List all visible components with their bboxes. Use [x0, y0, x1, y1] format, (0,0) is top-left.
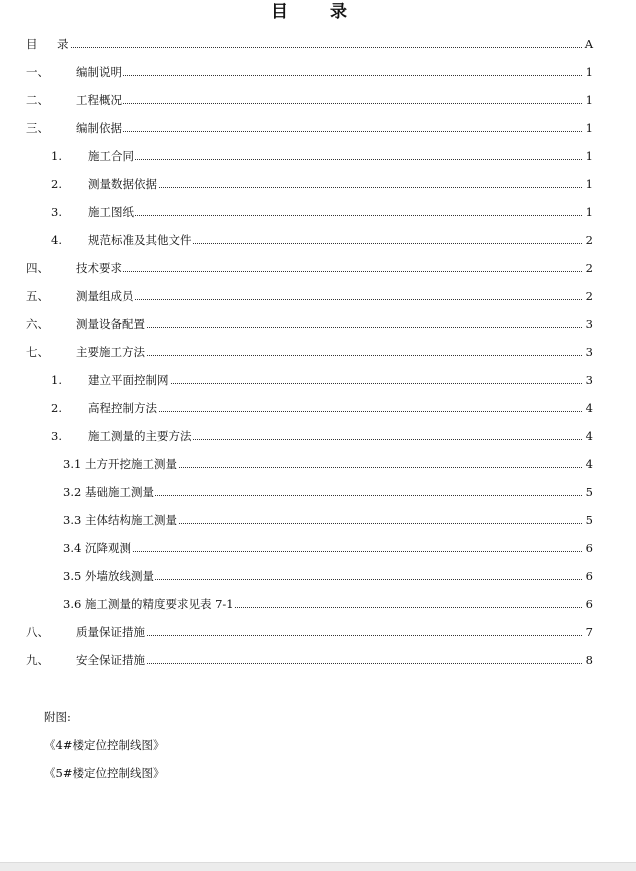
toc-entry-number: 五、: [26, 289, 49, 303]
toc-page-number: 3: [583, 342, 593, 362]
toc-page-number: 7: [583, 622, 593, 642]
toc-entry-title: 测量数据依据: [88, 174, 158, 194]
toc-page-number: 8: [583, 650, 593, 670]
toc-entry[interactable]: [0, 146, 636, 166]
toc-dot-leader: [92, 215, 588, 216]
toc-dot-leader: [80, 75, 588, 76]
toc-entry-number: 1.: [51, 149, 62, 163]
toc-entry-title: 3.3 主体结构施工测量: [63, 510, 178, 530]
toc-page-number: 1: [583, 90, 593, 110]
appendix-heading: 附图:: [44, 710, 71, 724]
toc-page-number: 2: [583, 286, 593, 306]
toc-entry-title: 测量设备配置: [76, 314, 146, 334]
toc-page-number: 6: [583, 566, 593, 586]
toc-entry[interactable]: [0, 286, 636, 306]
toc-entry-title: 技术要求: [76, 258, 123, 278]
toc-entry[interactable]: [0, 398, 636, 418]
toc-page-number: 2: [583, 258, 593, 278]
toc-dot-leader: [80, 299, 588, 300]
page-title: 目 录: [271, 2, 365, 22]
toc-entry[interactable]: [0, 426, 636, 446]
toc-entry-title: 编制说明: [76, 62, 123, 82]
toc-page-number: 1: [583, 202, 593, 222]
toc-entry[interactable]: [0, 342, 636, 362]
toc-entry-number: 3.: [51, 205, 62, 219]
toc-entry-title: 施工测量的主要方法: [88, 426, 193, 446]
toc-entry-title: 录: [57, 34, 70, 54]
toc-entry[interactable]: [0, 258, 636, 278]
toc-dot-leader: [80, 663, 588, 664]
toc-page-number: A: [583, 34, 593, 54]
toc-entry-number: 2.: [51, 401, 62, 415]
toc-entry[interactable]: [0, 650, 636, 670]
toc-entry-title: 施工图纸: [88, 202, 135, 222]
toc-entry[interactable]: [0, 118, 636, 138]
toc-page-number: 5: [583, 510, 593, 530]
toc-page-number: 3: [583, 370, 593, 390]
toc-page-number: 1: [583, 146, 593, 166]
toc-entry-title: 3.4 沉降观测: [63, 538, 132, 558]
toc-entry-title: 3.1 土方开挖施工测量: [63, 454, 178, 474]
toc-entry-title: 安全保证措施: [76, 650, 146, 670]
toc-dot-leader: [92, 187, 588, 188]
toc-dot-leader: [92, 159, 588, 160]
toc-entry[interactable]: [0, 34, 636, 54]
toc-entry-title: 测量组成员: [76, 286, 135, 306]
toc-entry-number: 四、: [26, 261, 49, 275]
toc-entry[interactable]: [0, 482, 636, 502]
toc-entry-title: 主要施工方法: [76, 342, 146, 362]
toc-page-number: 6: [583, 594, 593, 614]
toc-dot-leader: [80, 635, 588, 636]
toc-entry[interactable]: [0, 62, 636, 82]
toc-entry-number: 目: [26, 37, 38, 51]
toc-page-number: 4: [583, 454, 593, 474]
toc-dot-leader: [67, 551, 588, 552]
toc-page-number: 1: [583, 118, 593, 138]
toc-entry-title: 建立平面控制网: [88, 370, 170, 390]
toc-entry[interactable]: [0, 230, 636, 250]
toc-entry-number: 八、: [26, 625, 49, 639]
toc-entry-number: 九、: [26, 653, 49, 667]
toc-entry[interactable]: [0, 594, 636, 614]
toc-entry[interactable]: [0, 202, 636, 222]
toc-dot-leader: [80, 355, 588, 356]
toc-page-number: 4: [583, 398, 593, 418]
toc-page-number: 6: [583, 538, 593, 558]
toc-entry-title: 工程概况: [76, 90, 123, 110]
toc-entry-number: 三、: [26, 121, 49, 135]
toc-dot-leader: [80, 131, 588, 132]
toc-page-number: 1: [583, 174, 593, 194]
toc-dot-leader: [80, 103, 588, 104]
toc-page-number: 2: [583, 230, 593, 250]
toc-entry[interactable]: [0, 90, 636, 110]
toc-entry-number: 二、: [26, 93, 49, 107]
toc-entry-number: 一、: [26, 65, 49, 79]
toc-entry[interactable]: [0, 538, 636, 558]
toc-entry[interactable]: [0, 510, 636, 530]
toc-dot-leader: [92, 411, 588, 412]
toc-dot-leader: [80, 271, 588, 272]
toc-page-number: 4: [583, 426, 593, 446]
toc-entry[interactable]: [0, 566, 636, 586]
toc-dot-leader: [80, 327, 588, 328]
toc-entry-title: 规范标准及其他文件: [88, 230, 193, 250]
toc-entry-number: 1.: [51, 373, 62, 387]
toc-entry-title: 3.2 基础施工测量: [63, 482, 155, 502]
toc-entry-title: 3.6 施工测量的精度要求见表 7-1: [63, 594, 235, 614]
toc-entry-title: 质量保证措施: [76, 622, 146, 642]
toc-entry-number: 3.: [51, 429, 62, 443]
toc-entry-title: 编制依据: [76, 118, 123, 138]
toc-entry[interactable]: [0, 370, 636, 390]
toc-entry[interactable]: [0, 454, 636, 474]
toc-entry-title: 高程控制方法: [88, 398, 158, 418]
appendix-item: 《4#楼定位控制线图》: [44, 738, 165, 752]
toc-entry-title: 施工合同: [88, 146, 135, 166]
appendix-item: 《5#楼定位控制线图》: [44, 766, 165, 780]
toc-page-number: 5: [583, 482, 593, 502]
toc-entry-number: 2.: [51, 177, 62, 191]
toc-entry-number: 七、: [26, 345, 49, 359]
toc-page-number: 1: [583, 62, 593, 82]
toc-entry-title: 3.5 外墙放线测量: [63, 566, 155, 586]
toc-entry[interactable]: [0, 314, 636, 334]
toc-dot-leader: [61, 47, 588, 48]
toc-entry-number: 六、: [26, 317, 49, 331]
toc-entry-number: 4.: [51, 233, 62, 247]
toc-page-number: 3: [583, 314, 593, 334]
toc-entry[interactable]: [0, 174, 636, 194]
toc-entry[interactable]: [0, 622, 636, 642]
